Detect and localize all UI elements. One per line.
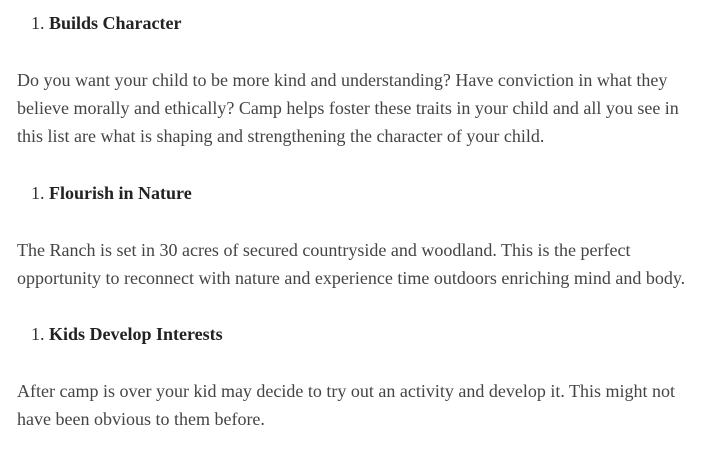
section-heading-builds-character — [31, 12, 182, 34]
section-paragraph: The Ranch is set in 30 acres of secured countryside and woodland. This is the perfect opportunity to reconnect with nature and experience time outdoors enriching mind and body. — [17, 240, 686, 288]
list-number: 1. — [31, 324, 45, 344]
section-paragraph: Do you want your child to be more kind and understanding? Have conviction in what they believe morally and ethically? Camp helps foster these traits in your child and all you see in this list are what is shaping and strengthening the character of your child. — [17, 70, 679, 146]
section-paragraph: After camp is over your kid may decide to try out an activity and develop it. This might not have been obvious to them before. — [17, 381, 676, 429]
section-heading-kids-develop-interests — [31, 323, 223, 345]
list-number: 1. — [31, 183, 45, 203]
section-title: Flourish in Nature — [49, 183, 192, 203]
section-title: Builds Character — [49, 13, 182, 33]
list-number: 1. — [31, 13, 45, 33]
section-title: Kids Develop Interests — [49, 324, 223, 344]
section-heading-flourish-in-nature — [31, 182, 192, 204]
